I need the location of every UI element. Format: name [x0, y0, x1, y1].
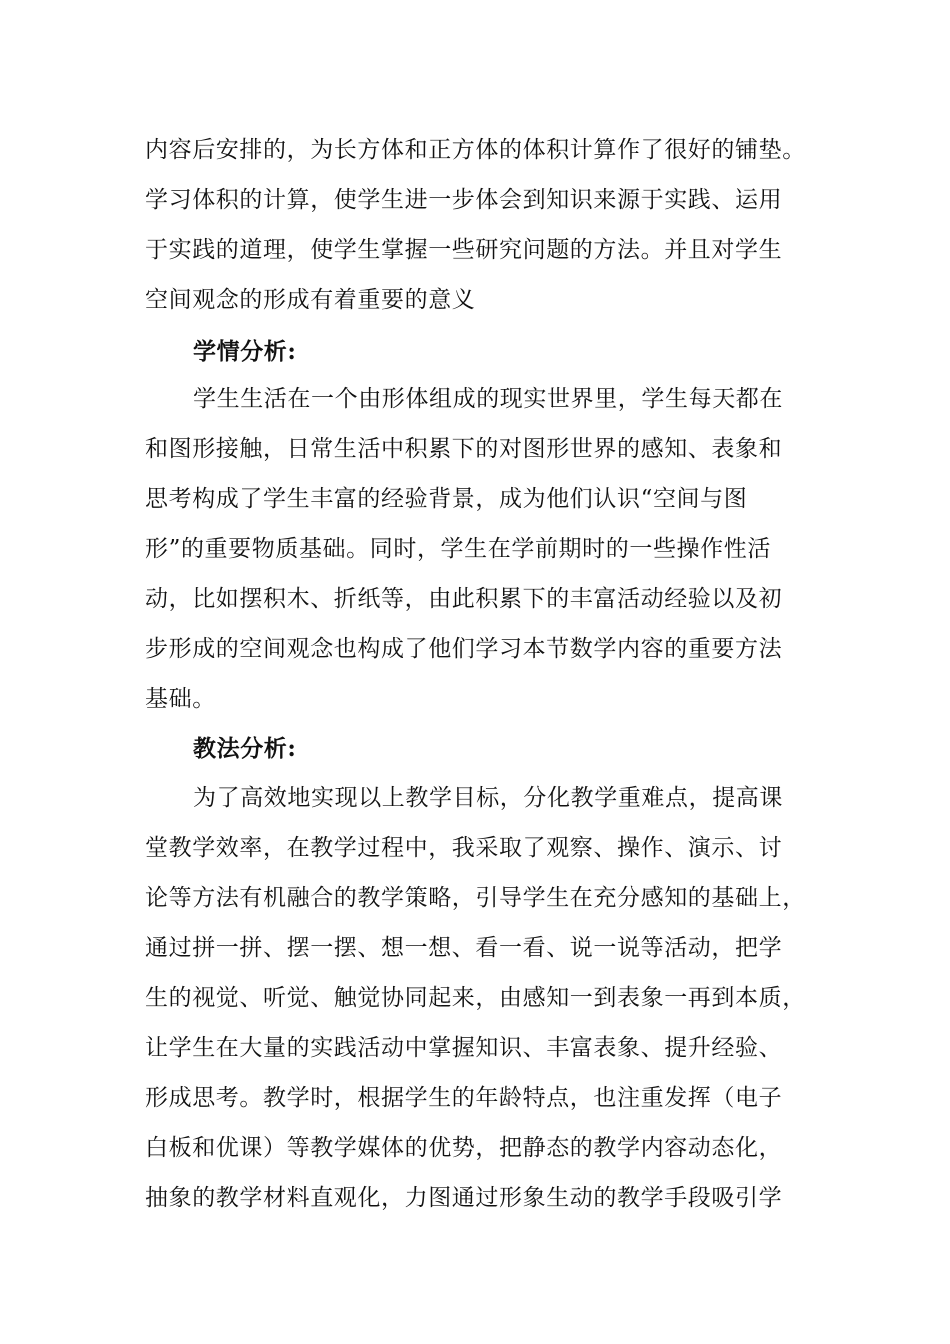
paragraph-line: 学生生活在一个由形体组成的现实世界里，学生每天都在: [193, 386, 783, 412]
paragraph-line: 通过拼一拼、摆一摆、想一想、看一看、说一说等活动，把学: [145, 935, 783, 961]
paragraph-line: 内容后安排的，为长方体和正方体的体积计算作了很好的铺垫。: [145, 137, 806, 163]
paragraph-line: 动，比如摆积木、折纸等，由此积累下的丰富活动经验以及初: [145, 586, 783, 612]
paragraph-line: 于实践的道理，使学生掌握一些研究问题的方法。并且对学生: [145, 237, 783, 263]
paragraph-line: 生的视觉、听觉、触觉协同起来，由感知一到表象一再到本质，: [145, 985, 806, 1011]
paragraph-line: 和图形接触，日常生活中积累下的对图形世界的感知、表象和: [145, 436, 783, 462]
paragraph-line: 堂教学效率，在教学过程中，我采取了观察、操作、演示、讨: [145, 835, 783, 861]
paragraph-line: 学习体积的计算，使学生进一步体会到知识来源于实践、运用: [145, 187, 783, 213]
paragraph-line: 为了高效地实现以上教学目标，分化教学重难点，提高课: [193, 785, 783, 811]
paragraph-line: 空间观念的形成有着重要的意义: [145, 287, 476, 313]
section-heading-student-analysis: 学情分析:: [193, 338, 297, 365]
paragraph-line: 形”的重要物质基础。同时，学生在学前期时的一些操作性活: [145, 536, 771, 562]
paragraph-line: 形成思考。教学时，根据学生的年龄特点，也注重发挥（电子: [145, 1085, 783, 1111]
paragraph-line: 基础。: [145, 686, 216, 712]
paragraph-line: 步形成的空间观念也构成了他们学习本节数学内容的重要方法: [145, 636, 783, 662]
section-heading-teaching-method: 教法分析:: [193, 735, 297, 762]
paragraph-line: 让学生在大量的实践活动中掌握知识、丰富表象、提升经验、: [145, 1035, 783, 1061]
paragraph-line: 抽象的教学材料直观化，力图通过形象生动的教学手段吸引学: [145, 1185, 783, 1211]
paragraph-line: 思考构成了学生丰富的经验背景，成为他们认识“空间与图: [145, 486, 748, 512]
paragraph-line: 论等方法有机融合的教学策略，引导学生在充分感知的基础上，: [145, 885, 806, 911]
paragraph-line: 白板和优课）等教学媒体的优势，把静态的教学内容动态化，: [145, 1135, 783, 1161]
